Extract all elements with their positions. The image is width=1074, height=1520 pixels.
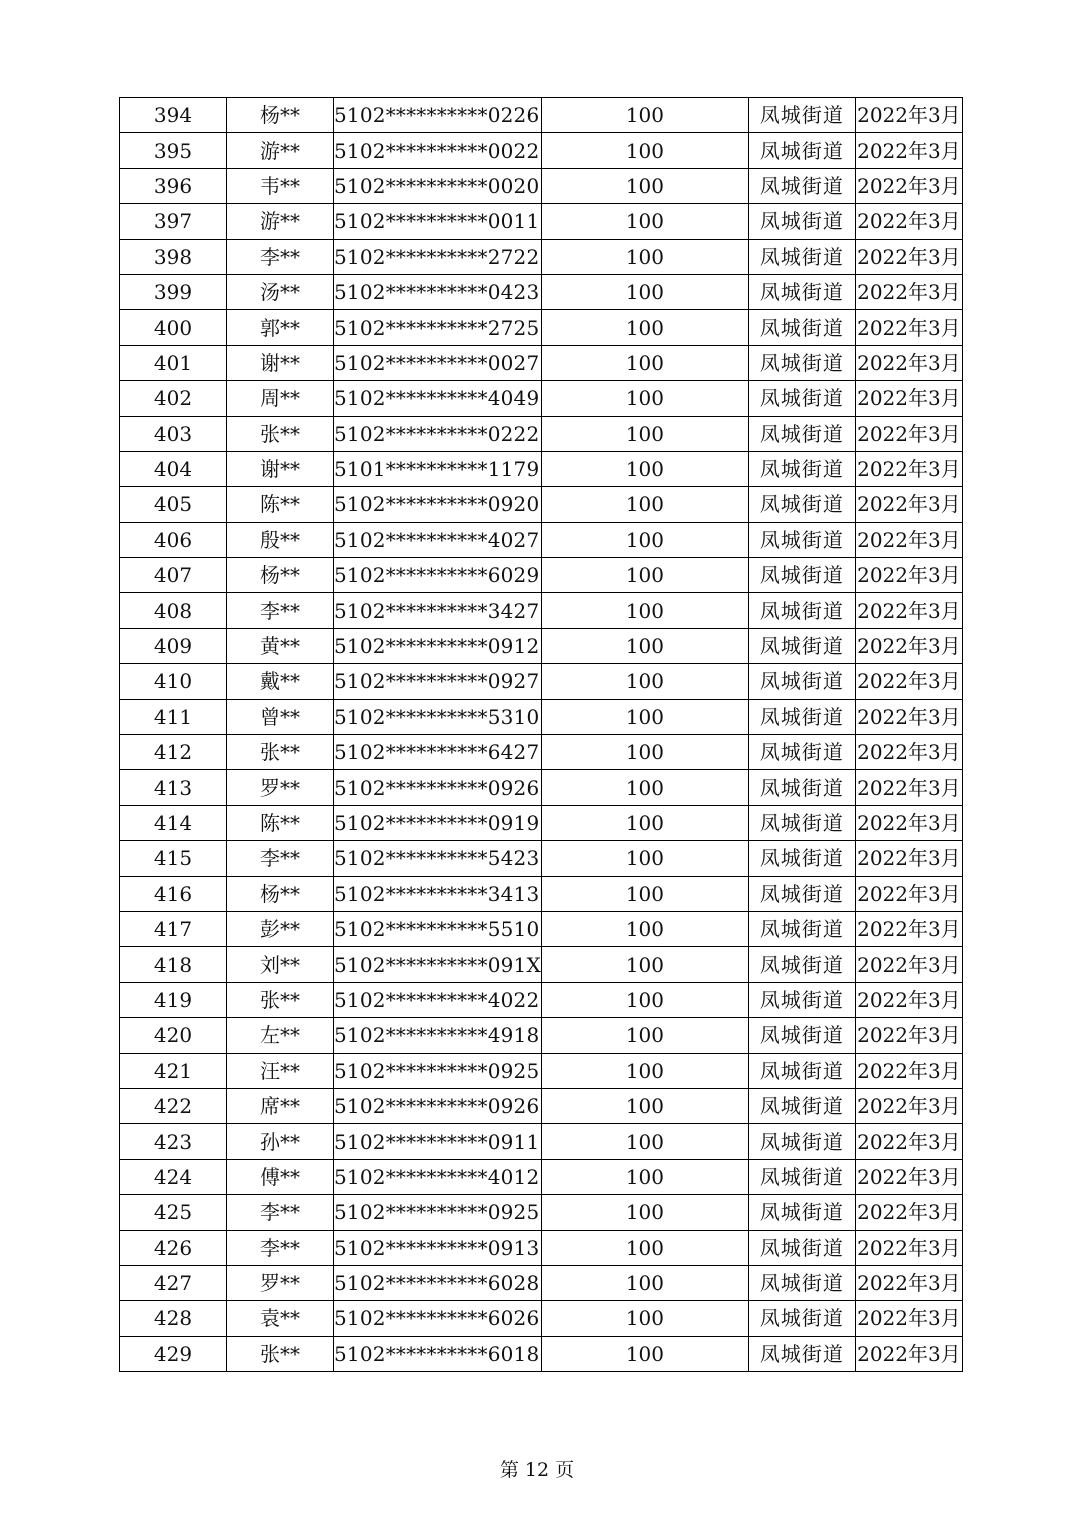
date-cell: 2022年3月 <box>855 1230 962 1265</box>
date-cell: 2022年3月 <box>855 1124 962 1159</box>
area-cell: 凤城街道 <box>748 699 855 734</box>
name-cell: 陈** <box>227 805 334 840</box>
table-row <box>120 98 963 133</box>
amount-cell: 100 <box>541 168 748 203</box>
table-row <box>120 168 963 203</box>
date-cell: 2022年3月 <box>855 98 962 133</box>
table-row <box>120 699 963 734</box>
table-row <box>120 558 963 593</box>
date-cell: 2022年3月 <box>855 876 962 911</box>
area-cell: 凤城街道 <box>748 1301 855 1336</box>
date-cell: 2022年3月 <box>855 1301 962 1336</box>
area-cell: 凤城街道 <box>748 1159 855 1194</box>
name-cell: 殷** <box>227 522 334 557</box>
area-cell: 凤城街道 <box>748 310 855 345</box>
id-number-cell: 5102**********0011 <box>334 204 542 239</box>
id-number-cell: 5102**********6427 <box>334 735 542 770</box>
amount-cell: 100 <box>541 1230 748 1265</box>
date-cell: 2022年3月 <box>855 911 962 946</box>
name-cell: 游** <box>227 133 334 168</box>
id-number-cell: 5102**********4012 <box>334 1159 542 1194</box>
name-cell: 席** <box>227 1088 334 1123</box>
row-number-cell: 407 <box>120 558 227 593</box>
table-row <box>120 593 963 628</box>
amount-cell: 100 <box>541 664 748 699</box>
date-cell: 2022年3月 <box>855 168 962 203</box>
row-number-cell: 401 <box>120 345 227 380</box>
row-number-cell: 413 <box>120 770 227 805</box>
table-row <box>120 628 963 663</box>
name-cell: 汪** <box>227 1053 334 1088</box>
name-cell: 李** <box>227 841 334 876</box>
area-cell: 凤城街道 <box>748 664 855 699</box>
date-cell: 2022年3月 <box>855 1088 962 1123</box>
name-cell: 黄** <box>227 628 334 663</box>
date-cell: 2022年3月 <box>855 982 962 1017</box>
id-number-cell: 5102**********0925 <box>334 1195 542 1230</box>
id-number-cell: 5102**********5423 <box>334 841 542 876</box>
table-row <box>120 204 963 239</box>
row-number-cell: 398 <box>120 239 227 274</box>
id-number-cell: 5102**********6029 <box>334 558 542 593</box>
amount-cell: 100 <box>541 841 748 876</box>
row-number-cell: 429 <box>120 1336 227 1371</box>
id-number-cell: 5102**********0423 <box>334 274 542 309</box>
roster-table <box>119 97 963 1372</box>
date-cell: 2022年3月 <box>855 593 962 628</box>
date-cell: 2022年3月 <box>855 1018 962 1053</box>
id-number-cell: 5102**********5310 <box>334 699 542 734</box>
table-row <box>120 1124 963 1159</box>
row-number-cell: 424 <box>120 1159 227 1194</box>
id-number-cell: 5102**********0926 <box>334 770 542 805</box>
amount-cell: 100 <box>541 911 748 946</box>
name-cell: 袁** <box>227 1301 334 1336</box>
name-cell: 杨** <box>227 558 334 593</box>
row-number-cell: 420 <box>120 1018 227 1053</box>
id-number-cell: 5102**********0020 <box>334 168 542 203</box>
table-row <box>120 310 963 345</box>
amount-cell: 100 <box>541 876 748 911</box>
row-number-cell: 397 <box>120 204 227 239</box>
area-cell: 凤城街道 <box>748 558 855 593</box>
area-cell: 凤城街道 <box>748 593 855 628</box>
name-cell: 谢** <box>227 345 334 380</box>
name-cell: 彭** <box>227 911 334 946</box>
date-cell: 2022年3月 <box>855 1159 962 1194</box>
row-number-cell: 423 <box>120 1124 227 1159</box>
id-number-cell: 5102**********2725 <box>334 310 542 345</box>
amount-cell: 100 <box>541 1053 748 1088</box>
name-cell: 张** <box>227 735 334 770</box>
amount-cell: 100 <box>541 699 748 734</box>
row-number-cell: 406 <box>120 522 227 557</box>
date-cell: 2022年3月 <box>855 664 962 699</box>
name-cell: 李** <box>227 1195 334 1230</box>
id-number-cell: 5102**********5510 <box>334 911 542 946</box>
amount-cell: 100 <box>541 522 748 557</box>
id-number-cell: 5102**********0925 <box>334 1053 542 1088</box>
amount-cell: 100 <box>541 345 748 380</box>
id-number-cell: 5102**********4027 <box>334 522 542 557</box>
name-cell: 张** <box>227 982 334 1017</box>
page-number: 第 12 页 <box>499 1459 575 1481</box>
name-cell: 周** <box>227 381 334 416</box>
amount-cell: 100 <box>541 770 748 805</box>
row-number-cell: 408 <box>120 593 227 628</box>
name-cell: 谢** <box>227 451 334 486</box>
date-cell: 2022年3月 <box>855 841 962 876</box>
id-number-cell: 5102**********0226 <box>334 98 542 133</box>
name-cell: 罗** <box>227 770 334 805</box>
area-cell: 凤城街道 <box>748 168 855 203</box>
row-number-cell: 411 <box>120 699 227 734</box>
area-cell: 凤城街道 <box>748 416 855 451</box>
amount-cell: 100 <box>541 628 748 663</box>
table-row <box>120 1336 963 1371</box>
area-cell: 凤城街道 <box>748 1336 855 1371</box>
area-cell: 凤城街道 <box>748 1088 855 1123</box>
amount-cell: 100 <box>541 487 748 522</box>
date-cell: 2022年3月 <box>855 735 962 770</box>
row-number-cell: 395 <box>120 133 227 168</box>
table-row <box>120 451 963 486</box>
table-row <box>120 805 963 840</box>
table-row <box>120 770 963 805</box>
id-number-cell: 5102**********4918 <box>334 1018 542 1053</box>
amount-cell: 100 <box>541 204 748 239</box>
table-row <box>120 876 963 911</box>
row-number-cell: 416 <box>120 876 227 911</box>
id-number-cell: 5102**********0920 <box>334 487 542 522</box>
table-row <box>120 133 963 168</box>
date-cell: 2022年3月 <box>855 274 962 309</box>
area-cell: 凤城街道 <box>748 770 855 805</box>
name-cell: 孙** <box>227 1124 334 1159</box>
table-row <box>120 841 963 876</box>
amount-cell: 100 <box>541 239 748 274</box>
id-number-cell: 5102**********0027 <box>334 345 542 380</box>
amount-cell: 100 <box>541 1088 748 1123</box>
row-number-cell: 394 <box>120 98 227 133</box>
area-cell: 凤城街道 <box>748 1265 855 1300</box>
amount-cell: 100 <box>541 1301 748 1336</box>
date-cell: 2022年3月 <box>855 1336 962 1371</box>
table-row <box>120 1230 963 1265</box>
row-number-cell: 402 <box>120 381 227 416</box>
name-cell: 李** <box>227 593 334 628</box>
amount-cell: 100 <box>541 1336 748 1371</box>
date-cell: 2022年3月 <box>855 1195 962 1230</box>
table-row <box>120 1301 963 1336</box>
name-cell: 戴** <box>227 664 334 699</box>
id-number-cell: 5102**********0022 <box>334 133 542 168</box>
area-cell: 凤城街道 <box>748 1018 855 1053</box>
date-cell: 2022年3月 <box>855 451 962 486</box>
amount-cell: 100 <box>541 310 748 345</box>
id-number-cell: 5102**********0912 <box>334 628 542 663</box>
table-row <box>120 1159 963 1194</box>
amount-cell: 100 <box>541 735 748 770</box>
name-cell: 傅** <box>227 1159 334 1194</box>
date-cell: 2022年3月 <box>855 805 962 840</box>
table-row <box>120 487 963 522</box>
date-cell: 2022年3月 <box>855 558 962 593</box>
area-cell: 凤城街道 <box>748 1124 855 1159</box>
name-cell: 刘** <box>227 947 334 982</box>
table-row <box>120 1265 963 1300</box>
id-number-cell: 5102**********0926 <box>334 1088 542 1123</box>
date-cell: 2022年3月 <box>855 1053 962 1088</box>
row-number-cell: 417 <box>120 911 227 946</box>
table-row <box>120 982 963 1017</box>
area-cell: 凤城街道 <box>748 274 855 309</box>
date-cell: 2022年3月 <box>855 699 962 734</box>
area-cell: 凤城街道 <box>748 1195 855 1230</box>
id-number-cell: 5102**********4049 <box>334 381 542 416</box>
amount-cell: 100 <box>541 805 748 840</box>
id-number-cell: 5102**********0911 <box>334 1124 542 1159</box>
id-number-cell: 5102**********6026 <box>334 1301 542 1336</box>
date-cell: 2022年3月 <box>855 133 962 168</box>
table-row <box>120 345 963 380</box>
name-cell: 罗** <box>227 1265 334 1300</box>
area-cell: 凤城街道 <box>748 381 855 416</box>
area-cell: 凤城街道 <box>748 911 855 946</box>
row-number-cell: 405 <box>120 487 227 522</box>
area-cell: 凤城街道 <box>748 876 855 911</box>
amount-cell: 100 <box>541 1159 748 1194</box>
area-cell: 凤城街道 <box>748 239 855 274</box>
row-number-cell: 426 <box>120 1230 227 1265</box>
date-cell: 2022年3月 <box>855 628 962 663</box>
roster-table-body <box>120 98 963 1372</box>
id-number-cell: 5102**********0927 <box>334 664 542 699</box>
table-row <box>120 416 963 451</box>
amount-cell: 100 <box>541 1124 748 1159</box>
row-number-cell: 415 <box>120 841 227 876</box>
name-cell: 杨** <box>227 98 334 133</box>
date-cell: 2022年3月 <box>855 239 962 274</box>
row-number-cell: 409 <box>120 628 227 663</box>
amount-cell: 100 <box>541 1195 748 1230</box>
date-cell: 2022年3月 <box>855 345 962 380</box>
row-number-cell: 421 <box>120 1053 227 1088</box>
date-cell: 2022年3月 <box>855 487 962 522</box>
table-row <box>120 1053 963 1088</box>
name-cell: 张** <box>227 416 334 451</box>
row-number-cell: 418 <box>120 947 227 982</box>
row-number-cell: 399 <box>120 274 227 309</box>
name-cell: 杨** <box>227 876 334 911</box>
id-number-cell: 5102**********3427 <box>334 593 542 628</box>
name-cell: 游** <box>227 204 334 239</box>
table-row <box>120 911 963 946</box>
row-number-cell: 400 <box>120 310 227 345</box>
row-number-cell: 410 <box>120 664 227 699</box>
table-row <box>120 522 963 557</box>
area-cell: 凤城街道 <box>748 1230 855 1265</box>
area-cell: 凤城街道 <box>748 982 855 1017</box>
table-row <box>120 664 963 699</box>
date-cell: 2022年3月 <box>855 947 962 982</box>
date-cell: 2022年3月 <box>855 381 962 416</box>
amount-cell: 100 <box>541 416 748 451</box>
id-number-cell: 5102**********0919 <box>334 805 542 840</box>
table-row <box>120 735 963 770</box>
amount-cell: 100 <box>541 133 748 168</box>
area-cell: 凤城街道 <box>748 487 855 522</box>
area-cell: 凤城街道 <box>748 345 855 380</box>
table-row <box>120 239 963 274</box>
amount-cell: 100 <box>541 982 748 1017</box>
area-cell: 凤城街道 <box>748 204 855 239</box>
name-cell: 曾** <box>227 699 334 734</box>
id-number-cell: 5102**********3413 <box>334 876 542 911</box>
name-cell: 左** <box>227 1018 334 1053</box>
amount-cell: 100 <box>541 274 748 309</box>
table-row <box>120 1195 963 1230</box>
amount-cell: 100 <box>541 593 748 628</box>
row-number-cell: 427 <box>120 1265 227 1300</box>
area-cell: 凤城街道 <box>748 735 855 770</box>
amount-cell: 100 <box>541 1018 748 1053</box>
date-cell: 2022年3月 <box>855 310 962 345</box>
area-cell: 凤城街道 <box>748 841 855 876</box>
row-number-cell: 404 <box>120 451 227 486</box>
name-cell: 汤** <box>227 274 334 309</box>
row-number-cell: 412 <box>120 735 227 770</box>
amount-cell: 100 <box>541 451 748 486</box>
date-cell: 2022年3月 <box>855 416 962 451</box>
row-number-cell: 422 <box>120 1088 227 1123</box>
name-cell: 李** <box>227 1230 334 1265</box>
row-number-cell: 428 <box>120 1301 227 1336</box>
name-cell: 李** <box>227 239 334 274</box>
table-row <box>120 947 963 982</box>
amount-cell: 100 <box>541 98 748 133</box>
table-row <box>120 1088 963 1123</box>
name-cell: 陈** <box>227 487 334 522</box>
id-number-cell: 5102**********091X <box>334 947 542 982</box>
row-number-cell: 396 <box>120 168 227 203</box>
area-cell: 凤城街道 <box>748 628 855 663</box>
amount-cell: 100 <box>541 558 748 593</box>
area-cell: 凤城街道 <box>748 522 855 557</box>
table-row <box>120 381 963 416</box>
id-number-cell: 5102**********6028 <box>334 1265 542 1300</box>
amount-cell: 100 <box>541 947 748 982</box>
id-number-cell: 5101**********1179 <box>334 451 542 486</box>
date-cell: 2022年3月 <box>855 770 962 805</box>
date-cell: 2022年3月 <box>855 1265 962 1300</box>
date-cell: 2022年3月 <box>855 522 962 557</box>
row-number-cell: 414 <box>120 805 227 840</box>
id-number-cell: 5102**********4022 <box>334 982 542 1017</box>
table-row <box>120 274 963 309</box>
amount-cell: 100 <box>541 1265 748 1300</box>
id-number-cell: 5102**********0913 <box>334 1230 542 1265</box>
id-number-cell: 5102**********2722 <box>334 239 542 274</box>
id-number-cell: 5102**********0222 <box>334 416 542 451</box>
date-cell: 2022年3月 <box>855 204 962 239</box>
row-number-cell: 425 <box>120 1195 227 1230</box>
name-cell: 张** <box>227 1336 334 1371</box>
table-row <box>120 1018 963 1053</box>
name-cell: 郭** <box>227 310 334 345</box>
area-cell: 凤城街道 <box>748 1053 855 1088</box>
name-cell: 韦** <box>227 168 334 203</box>
area-cell: 凤城街道 <box>748 133 855 168</box>
area-cell: 凤城街道 <box>748 451 855 486</box>
id-number-cell: 5102**********6018 <box>334 1336 542 1371</box>
area-cell: 凤城街道 <box>748 947 855 982</box>
row-number-cell: 419 <box>120 982 227 1017</box>
area-cell: 凤城街道 <box>748 805 855 840</box>
row-number-cell: 403 <box>120 416 227 451</box>
amount-cell: 100 <box>541 381 748 416</box>
area-cell: 凤城街道 <box>748 98 855 133</box>
